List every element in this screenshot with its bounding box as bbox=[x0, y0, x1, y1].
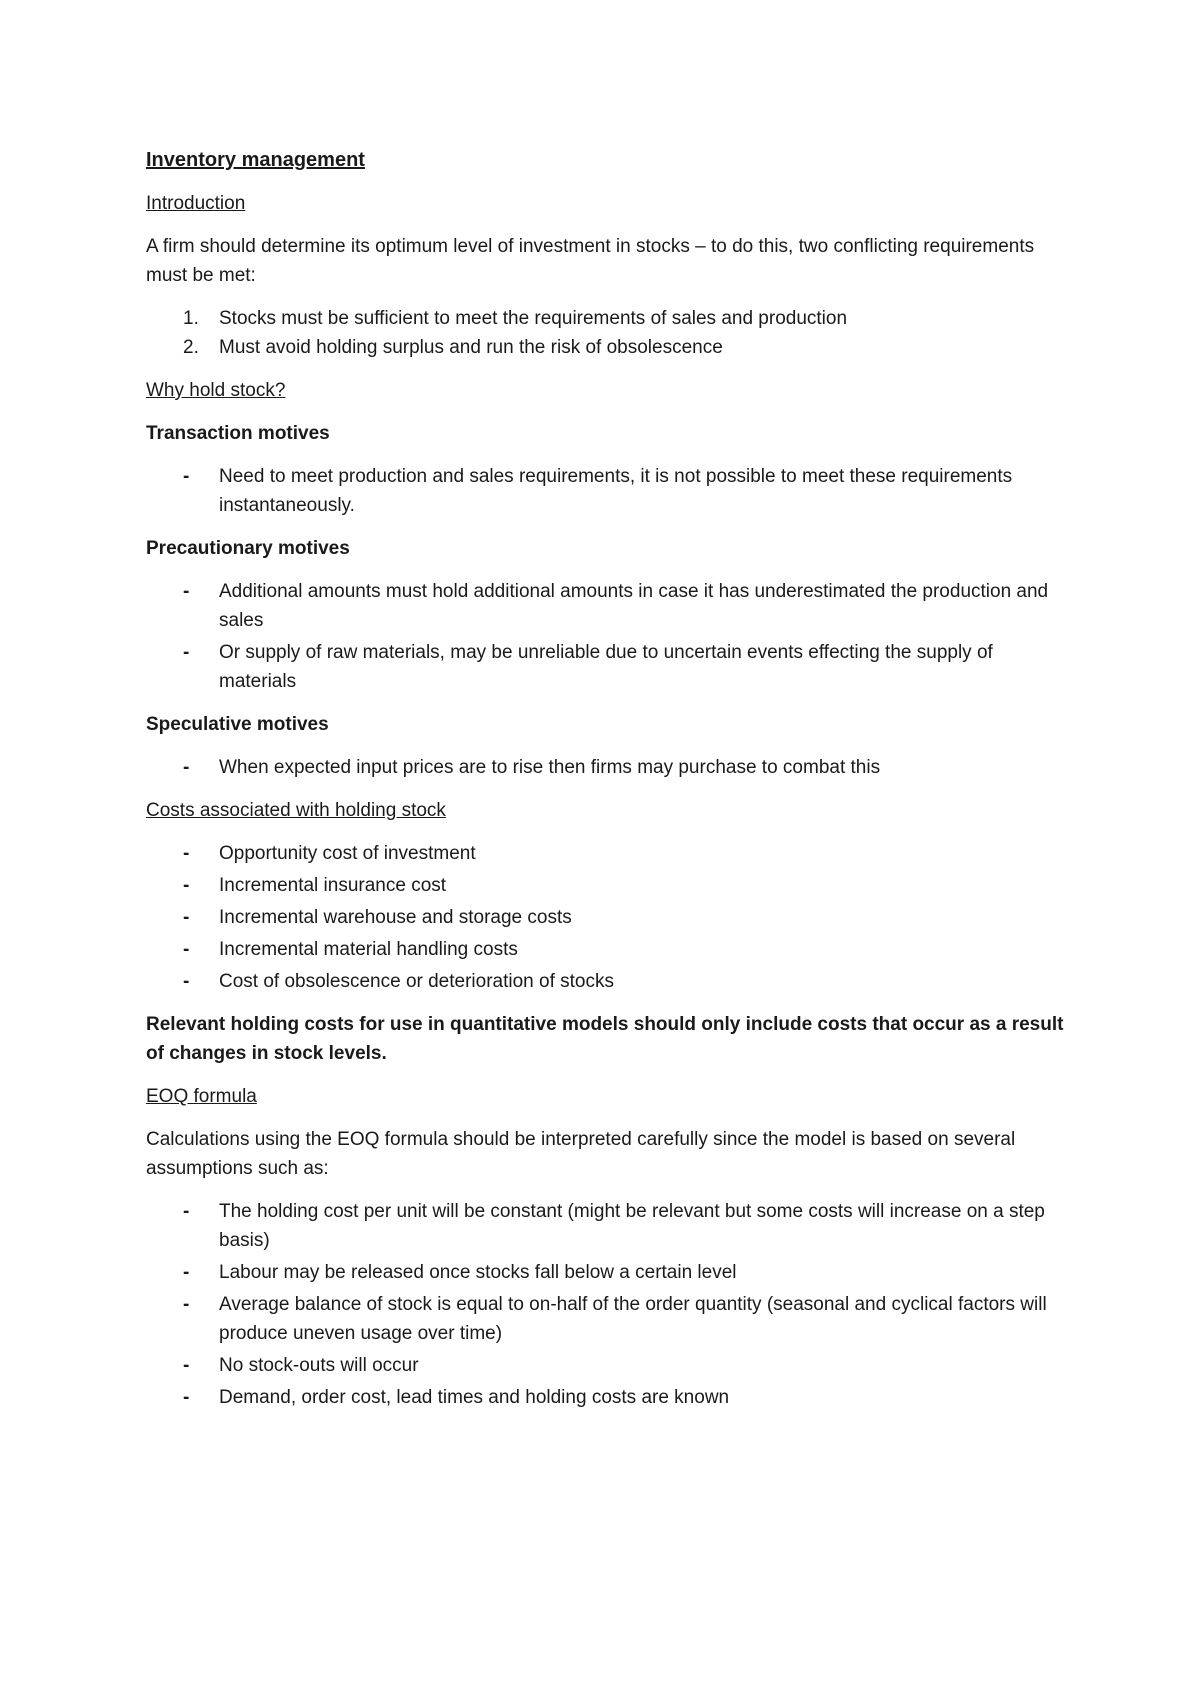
list-item-text: Incremental material handling costs bbox=[219, 939, 518, 960]
list-item-text: Labour may be released once stocks fall below a certain level bbox=[219, 1262, 737, 1283]
list-item bbox=[146, 753, 1066, 782]
list-number: 1. bbox=[183, 308, 199, 329]
list-item bbox=[146, 1383, 1066, 1412]
list-item bbox=[146, 903, 1066, 932]
list-item bbox=[146, 1197, 1066, 1255]
section-heading-why-hold-stock: Why hold stock? bbox=[146, 380, 286, 401]
requirements-list bbox=[146, 304, 1066, 362]
list-item-text: Must avoid holding surplus and run the risk of obsolescence bbox=[219, 337, 723, 358]
section-heading-eoq-formula: EOQ formula bbox=[146, 1086, 257, 1107]
dash-bullet: - bbox=[183, 843, 190, 864]
dash-bullet: - bbox=[183, 757, 190, 778]
list-item bbox=[146, 871, 1066, 900]
dash-bullet: - bbox=[183, 581, 190, 602]
dash-bullet: - bbox=[183, 1201, 190, 1222]
list-item bbox=[146, 839, 1066, 868]
list-item-text: Stocks must be sufficient to meet the requirements of sales and production bbox=[219, 308, 848, 329]
document-title: Inventory management bbox=[146, 149, 365, 171]
list-number: 2. bbox=[183, 337, 199, 358]
dash-bullet: - bbox=[183, 1387, 190, 1408]
list-item-text: When expected input prices are to rise then firms may purchase to combat this bbox=[219, 757, 881, 778]
list-item-text: Need to meet production and sales requirements, it is not possible to meet these requirements instantaneously. bbox=[219, 466, 1013, 516]
dash-bullet: - bbox=[183, 939, 190, 960]
list-item-text: No stock-outs will occur bbox=[219, 1355, 419, 1376]
dash-bullet: - bbox=[183, 875, 190, 896]
costs-list bbox=[146, 839, 1066, 996]
relevant-holding-costs-note: Relevant holding costs for use in quantitative models should only include costs that occur as a result of changes in stock levels. bbox=[146, 1014, 1064, 1064]
list-item bbox=[146, 304, 1066, 333]
section-heading-introduction: Introduction bbox=[146, 193, 246, 214]
dash-bullet: - bbox=[183, 642, 190, 663]
list-item bbox=[146, 935, 1066, 964]
section-heading-costs: Costs associated with holding stock bbox=[146, 800, 446, 821]
precautionary-list bbox=[146, 577, 1066, 696]
dash-bullet: - bbox=[183, 1262, 190, 1283]
list-item-text: Average balance of stock is equal to on-half of the order quantity (seasonal and cyclical factors will produce uneven usage over time) bbox=[219, 1294, 1047, 1344]
intro-paragraph: A firm should determine its optimum level of investment in stocks – to do this, two conflicting requirements must be met: bbox=[146, 236, 1035, 286]
dash-bullet: - bbox=[183, 1355, 190, 1376]
subheading-speculative-motives: Speculative motives bbox=[146, 714, 329, 735]
list-item-text: The holding cost per unit will be constant (might be relevant but some costs will increase on a step basis) bbox=[219, 1201, 1045, 1251]
list-item bbox=[146, 1351, 1066, 1380]
document-body bbox=[146, 146, 1066, 1426]
subheading-transaction-motives: Transaction motives bbox=[146, 423, 330, 444]
list-item bbox=[146, 462, 1066, 520]
eoq-paragraph: Calculations using the EOQ formula should be interpreted carefully since the model is based on several assumptions such as: bbox=[146, 1129, 1016, 1179]
dash-bullet: - bbox=[183, 1294, 190, 1315]
list-item-text: Cost of obsolescence or deterioration of stocks bbox=[219, 971, 614, 992]
transaction-list bbox=[146, 462, 1066, 520]
list-item bbox=[146, 1290, 1066, 1348]
dash-bullet: - bbox=[183, 466, 190, 487]
subheading-precautionary-motives: Precautionary motives bbox=[146, 538, 350, 559]
list-item bbox=[146, 333, 1066, 362]
list-item bbox=[146, 1258, 1066, 1287]
list-item-text: Additional amounts must hold additional amounts in case it has underestimated the production and sales bbox=[219, 581, 1049, 631]
list-item-text: Incremental insurance cost bbox=[219, 875, 447, 896]
speculative-list bbox=[146, 753, 1066, 782]
list-item bbox=[146, 577, 1066, 635]
list-item-text: Demand, order cost, lead times and holding costs are known bbox=[219, 1387, 730, 1408]
list-item-text: Or supply of raw materials, may be unreliable due to uncertain events effecting the supply of materials bbox=[219, 642, 993, 692]
dash-bullet: - bbox=[183, 971, 190, 992]
dash-bullet: - bbox=[183, 907, 190, 928]
list-item bbox=[146, 638, 1066, 696]
list-item bbox=[146, 967, 1066, 996]
list-item-text: Opportunity cost of investment bbox=[219, 843, 476, 864]
eoq-assumptions-list bbox=[146, 1197, 1066, 1412]
list-item-text: Incremental warehouse and storage costs bbox=[219, 907, 572, 928]
